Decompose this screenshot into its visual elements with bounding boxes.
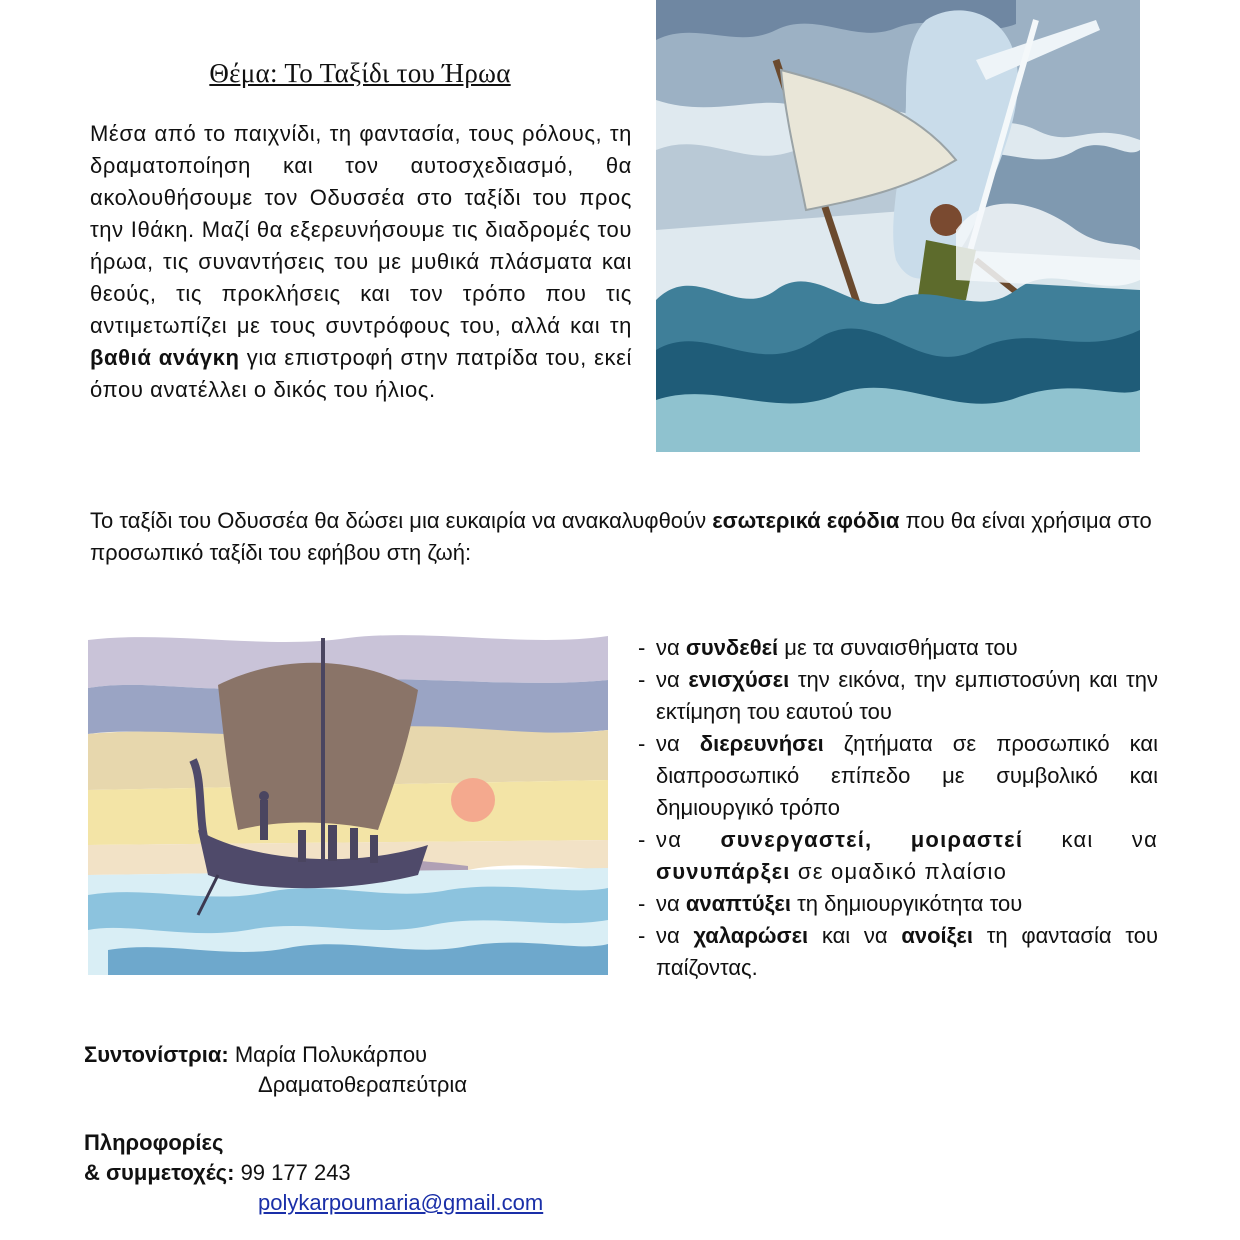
bullet-bold: χαλαρώσει <box>693 923 809 948</box>
bullet-text: σε ομαδικό πλαίσιο <box>790 859 1008 884</box>
bullet-dash: - <box>638 731 646 756</box>
second-bold: εσωτερικά εφόδια <box>712 508 900 533</box>
bullet-dash: - <box>638 923 646 948</box>
second-text-1: Το ταξίδι του Οδυσσέα θα δώσει μια ευκαιρία να ανακαλυφθούν <box>90 508 713 533</box>
skills-list <box>638 632 1158 984</box>
email-link[interactable]: polykarpoumaria@gmail.com <box>258 1190 544 1215</box>
bullet-text: και να <box>808 923 902 948</box>
bullet-text: με τα συναισθήματα του <box>778 635 1018 660</box>
bullet-text: να <box>656 923 694 948</box>
bullet-text: να <box>656 635 686 660</box>
list-item <box>638 632 1158 664</box>
bullet-text: τη φαντασία του παίζοντας. <box>656 923 1158 980</box>
bullet-dash: - <box>638 635 646 660</box>
intro-bold: βαθιά ανάγκη <box>90 345 240 370</box>
phone-number: 99 177 243 <box>240 1160 351 1185</box>
bullet-bold: αναπτύξει <box>685 891 791 916</box>
bullet-bold: ανοίξει <box>901 923 973 948</box>
bullet-bold: συνυπάρξει <box>656 859 791 884</box>
list-item <box>638 888 1158 920</box>
bullet-bold: διερευνήσει <box>699 731 824 756</box>
coordinator-label: Συντονίστρια: <box>84 1042 229 1067</box>
intro-text-2: για επιστροφή στην πατρίδα του, εκεί όπου ανατέλλει ο δικός του ήλιος. <box>90 345 632 402</box>
bullet-text: ζητήματα σε προσωπικό και διαπροσωπικό επίπεδο με συμβολικό και δημιουργικό τρόπο <box>656 731 1158 820</box>
second-paragraph <box>90 505 1160 569</box>
info-block <box>84 1128 543 1218</box>
info-label-2: & συμμετοχές: <box>84 1160 235 1185</box>
info-label-1: Πληροφορίες <box>84 1130 224 1155</box>
bullet-text: να <box>656 667 689 692</box>
intro-paragraph <box>90 118 632 406</box>
bullet-text: να <box>656 827 721 852</box>
bullet-dash: - <box>638 827 647 852</box>
bullet-dash: - <box>638 667 646 692</box>
bullet-bold: συνδεθεί <box>685 635 779 660</box>
bullet-text: να <box>656 731 700 756</box>
list-item <box>638 920 1158 984</box>
second-text-2: που θα είναι χρήσιμα στο προσωπικό ταξίδι του εφήβου στη ζωή: <box>90 508 1152 565</box>
bullet-dash: - <box>638 891 646 916</box>
page-title: Θέμα: Το Ταξίδι του Ήρωα <box>209 58 511 88</box>
list-item <box>638 824 1158 888</box>
bullet-text: την εικόνα, την εμπιστοσύνη και την εκτίμηση του εαυτού του <box>656 667 1158 724</box>
odysseus-raft-illustration <box>656 0 1140 452</box>
coordinator-name: Μαρία Πολυκάρπου <box>234 1042 428 1067</box>
list-item <box>638 664 1158 728</box>
intro-text-1: Μέσα από το παιχνίδι, τη φαντασία, τους ρόλους, τη δραματοποίηση και τον αυτοσχεδιασμό, θα ακολουθήσουμε τον Οδυσσέα στο ταξίδι του προς την Ιθάκη. Μαζί θα εξερευνήσουμε τις διαδρομές του ήρωα, τις συναντήσεις του με μυθικά πλάσματα και θεούς, τις προκλήσεις και τον τρόπο που τις αντιμετωπίζει με τους συντρόφους του, αλλά και τη <box>90 121 632 338</box>
bullet-text: και να <box>1023 827 1159 852</box>
coordinator-role: Δραματοθεραπεύτρια <box>258 1072 468 1097</box>
ship-sunset-illustration <box>88 630 608 975</box>
bullet-text: να <box>656 891 686 916</box>
bullet-bold: συνεργαστεί, μοιραστεί <box>720 827 1024 852</box>
bullet-bold: ενισχύσει <box>688 667 790 692</box>
coordinator-block <box>84 1040 467 1100</box>
list-item <box>638 728 1158 824</box>
bullet-text: τη δημιουργικότητα του <box>790 891 1023 916</box>
